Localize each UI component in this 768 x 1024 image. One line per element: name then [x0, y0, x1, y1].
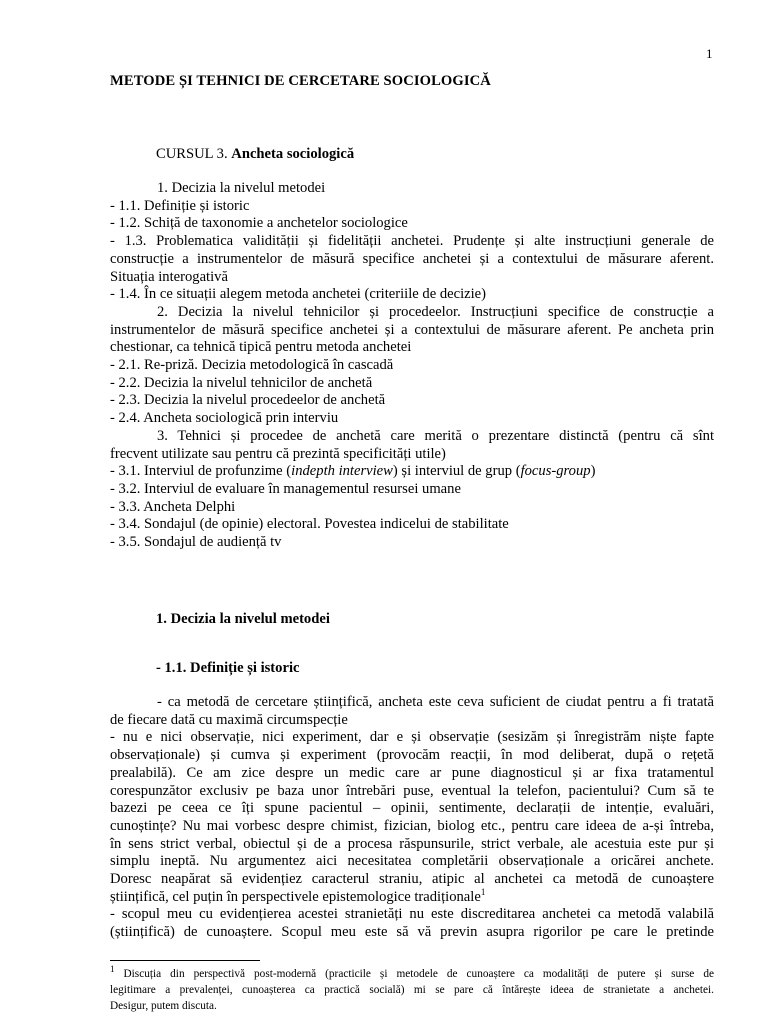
outline-line: instrumentelor de măsură specifice anchetei și a contextului de măsurare aferent. Pe ancheta prin: [110, 321, 714, 338]
course-outline: [110, 180, 714, 552]
document-title: METODE ȘI TEHNICI DE CERCETARE SOCIOLOGICĂ: [110, 73, 491, 89]
outline-line: - 1.2. Schiță de taxonomie a anchetelor sociologice: [110, 215, 408, 232]
body-line: bazezi pe ceea ce îți spune pacientul – opinii, sentimente, declarații de intenție, evaluări,: [110, 800, 714, 817]
outline-text: ): [590, 463, 596, 480]
outline-line: 1. Decizia la nivelul metodei: [157, 180, 326, 196]
outline-line: 2. Decizia la nivelul tehnicilor și procedeelor. Instrucțiuni specifice de construcție a: [157, 303, 714, 320]
outline-line: - 1.4. În ce situații alegem metoda anchetei (criteriile de decizie): [110, 286, 487, 303]
course-prefix: CURSUL 3.: [156, 146, 228, 162]
outline-line: - 3.3. Ancheta Delphi: [110, 498, 236, 515]
course-name: Ancheta sociologică: [231, 146, 355, 162]
outline-line: frecvent utilizate sau pentru că prezintă specificități utile): [110, 445, 446, 462]
body-line: - ca metodă de cercetare științifică, ancheta este ceva suficient de ciudat pentru a fi tratată: [157, 694, 714, 710]
section-heading: 1. Decizia la nivelul metodei: [156, 611, 330, 627]
body-line: observaționale) și cumva și experiment (provocăm reacții, în mod deliberat, după o rețetă: [110, 747, 714, 764]
footnote-reference: 1: [480, 886, 486, 897]
body-line: corespunzător exclusiv pe baza unor întrebări puse, eventual la telefon, pacientului? Cum să te: [110, 782, 714, 799]
body-line: simplu ineptă. Nu argumentez aici necesitatea completării observaționale a oricărei anchete.: [110, 853, 714, 870]
footnote: [110, 966, 714, 1014]
footnote-text: Discuția din perspectivă post-modernă (practicile și metodele de cunoaștere ca modalități de putere și surse de: [114, 968, 714, 980]
body-text-span: științifică, cel puțin în perspectivele epistemologice tradiționale: [110, 888, 481, 905]
outline-line: [110, 463, 714, 481]
outline-italic-term: focus-group: [520, 463, 591, 480]
body-line: - scopul meu cu evidențierea acestei stranietăți nu este discreditarea anchetei ca metodă valabilă: [110, 906, 714, 923]
footnote-line: Desigur, putem discuta.: [110, 1000, 217, 1012]
outline-line: Situația interogativă: [110, 268, 228, 285]
footnote-line: legitimare a prevalenței, cunoașterea ca practică socială) mi se pare că întărește ideea de stranietate a anchetei.: [110, 984, 714, 996]
outline-line: - 1.3. Problematica validității și fidelității anchetei. Prudențe și alte instrucțiuni generale de: [110, 233, 714, 250]
outline-line: 3. Tehnici și procedee de anchetă care merită o prezentare distinctă (pentru că sînt: [157, 427, 714, 444]
body-line: de fiecare dată cu maximă circumspecție: [110, 711, 348, 728]
page-number: 1: [706, 46, 713, 61]
outline-line: - 2.3. Decizia la nivelul procedeelor de anchetă: [110, 392, 386, 409]
footnote-separator: [110, 960, 260, 961]
outline-line: chestionar, ca tehnică tipică pentru metoda anchetei: [110, 339, 412, 356]
body-line: cunoștințe? Nu mai vorbesc despre chimist, fizician, biolog etc., pentru care ideea de a-și întreba,: [110, 817, 714, 834]
outline-text: ) și interviul de grup (: [392, 463, 521, 480]
outline-line: - 2.2. Decizia la nivelul tehnicilor de anchetă: [110, 374, 373, 391]
course-heading: [156, 146, 354, 163]
body-line: prealabilă). Ce am zice despre un medic care ar pune diagnosticul și ar fixa tratamentul: [110, 764, 714, 781]
outline-line: - 2.1. Re-priză. Decizia metodologică în cascadă: [110, 357, 394, 374]
outline-line: construcție a instrumentelor de măsură specifice anchetei și a contextului de măsurare aferent.: [110, 250, 714, 267]
body-line: Doresc neapărat să evidențiez caracterul straniu, atipic al anchetei ca metodă de cunoaștere: [110, 871, 714, 888]
outline-text: - 3.1. Interviul de profunzime (: [110, 463, 292, 480]
outline-line: - 3.4. Sondajul (de opinie) electoral. Povestea indicelui de stabilitate: [110, 516, 509, 533]
body-text: [110, 694, 714, 942]
outline-italic-term: indepth interview: [291, 463, 393, 480]
footnote-mark: 1: [110, 964, 115, 975]
body-line: în sens strict verbal, obiectul și de a procesa răspunsurile, strict verbale, ale acestuia este pur și: [110, 835, 714, 852]
body-line: [110, 886, 714, 907]
outline-line: - 3.2. Interviul de evaluare în managementul resursei umane: [110, 480, 461, 497]
body-line: (științifică) de cunoaștere. Scopul meu este să vă previn asupra rigorilor pe care le pretinde: [110, 924, 714, 941]
footnote-line: [110, 966, 714, 982]
outline-line: - 1.1. Definiție și istoric: [110, 197, 250, 214]
subsection-heading: - 1.1. Definiție și istoric: [156, 660, 300, 676]
outline-line: - 2.4. Ancheta sociologică prin interviu: [110, 410, 339, 427]
outline-line: - 3.5. Sondajul de audiență tv: [110, 534, 282, 551]
body-line: - nu e nici observație, nici experiment, dar e și observație (sesizăm și înregistrăm niște fapte: [110, 729, 714, 746]
